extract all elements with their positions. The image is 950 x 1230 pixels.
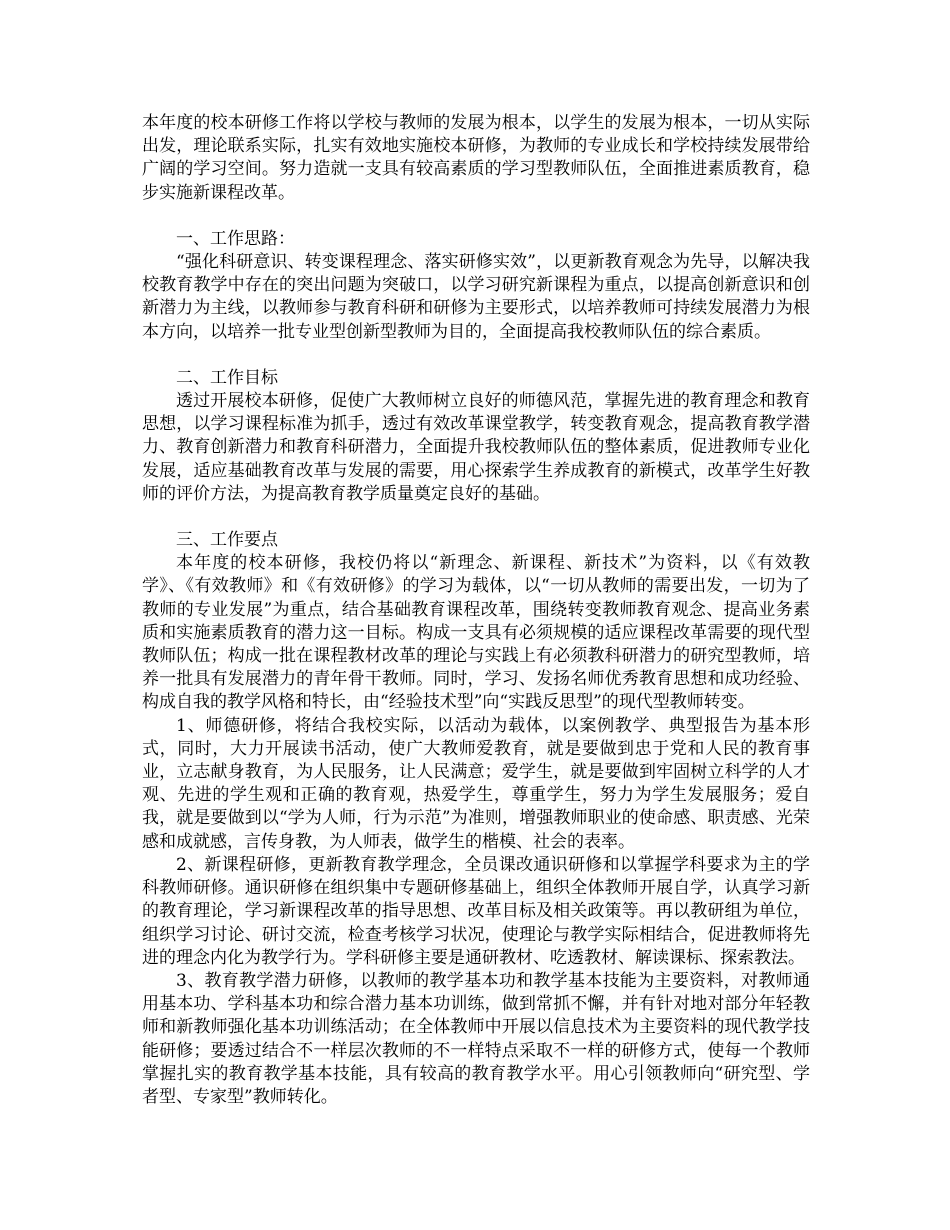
document-page: [142, 112, 810, 1109]
list-item-ethics-training: 1、师德研修，将结合我校实际，以活动为载体，以案例教学、典型报告为基本形式，同时，大力开展读书活动，使广大教师爱教育，就是要做到忠于党和人民的教育事业，立志献身教育，为人民服务，让人民满意；爱学生，就是要做到牢固树立科学的人才观、先进的学生观和正确的教育观，热爱学生，尊重学生，努力为学生发展服务；爱自我，就是要做到以“学为人师，行为示范”为准则，增强教师职业的使命感、职责感、光荣感和成就感，言传身教，为人师表，做学生的楷模、社会的表率。: [142, 715, 810, 852]
section-heading-work-goals: 二、工作目标: [176, 367, 278, 388]
intro-paragraph: 本年度的校本研修工作将以学校与教师的发展为根本，以学生的发展为根本，一切从实际出发，理论联系实际，扎实有效地实施校本研修，为教师的专业成长和学校持续发展带给广阔的学习空间。努力造就一支具有较高素质的学习型教师队伍，全面推进素质教育，稳步实施新课程改革。: [142, 113, 810, 203]
list-item-curriculum-training: 2、新课程研修，更新教育教学理念，全员课改通识研修和以掌握学科要求为主的学科教师研修。通识研修在组织集中专题研修基础上，组织全体教师开展自学，认真学习新的教育理论，学习新课程改革的指导思想、改革目标及相关政策等。再以教研组为单位，组织学习讨论、研讨交流，检查考核学习状况，使理论与教学实际相结合，促进教师将先进的理念内化为教学行为。学科研修主要是通研教材、吃透教材、解读课标、探索教法。: [142, 854, 810, 968]
list-item-teaching-skill-training: 3、教育教学潜力研修，以教师的教学基本功和教学基本技能为主要资料，对教师通用基本功、学科基本功和综合潜力基本功训练，做到常抓不懈，并有针对地对部分年轻教师和新教师强化基本功训练活动；在全体教师中开展以信息技术为主要资料的现代教学技能研修；要透过结合不一样层次教师的不一样特点采取不一样的研修方式，使每一个教师掌握扎实的教育教学基本技能，具有较高的教育教学水平。用心引领教师向“研究型、学者型、专家型”教师转化。: [142, 970, 810, 1107]
paragraph-gap: [142, 205, 810, 228]
section-body-work-goals: 透过开展校本研修，促使广大教师树立良好的师德风范，掌握先进的教育理念和教育思想，以学习课程标准为抓手，透过有效改革课堂教学，转变教育观念，提高教育教学潜力、教育创新潜力和教育科研潜力，全面提升我校教师队伍的整体素质，促进教师专业化发展，适应基础教育改革与发展的需要，用心探索学生养成教育的新模式，改革学生好教师的评价方法，为提高教育教学质量奠定良好的基础。: [142, 391, 810, 504]
paragraph-gap: [142, 344, 810, 367]
paragraph-gap: [142, 506, 810, 529]
section-body-work-ideas: “强化科研意识、转变课程理念、落实研修实效”，以更新教育观念为先导，以解决我校教育教学中存在的突出问题为突破口，以学习研究新课程为重点，以提高创新意识和创新潜力为主线，以教师参与教育科研和研修为主要形式，以培养教师可持续发展潜力为根本方向，以培养一批专业型创新型教师为目的，全面提高我校教师队伍的综合素质。: [142, 252, 810, 342]
section-heading-work-points: 三、工作要点: [176, 530, 278, 551]
section-body-work-points: 本年度的校本研修，我校仍将以“新理念、新课程、新技术”为资料，以《有效教学》、《有效教师》和《有效研修》的学习为载体，以“一切从教师的需要出发，一切为了教师的专业发展”为重点，结合基础教育课程改革，围绕转变教师教育观念、提高业务素质和实施素质教育的潜力这一目标。构成一支具有必须规模的适应课程改革需要的现代型教师队伍；构成一批在课程教材改革的理论与实践上有必须教科研潜力的研究型教师，培养一批具有发展潜力的青年骨干教师。同时，学习、发扬名师优秀教育思想和成功经验、构成自我的教学风格和特长，由“经验技术型”向“实践反思型”的现代型教师转变。: [142, 553, 810, 713]
section-heading-work-ideas: 一、工作思路：: [176, 228, 295, 249]
